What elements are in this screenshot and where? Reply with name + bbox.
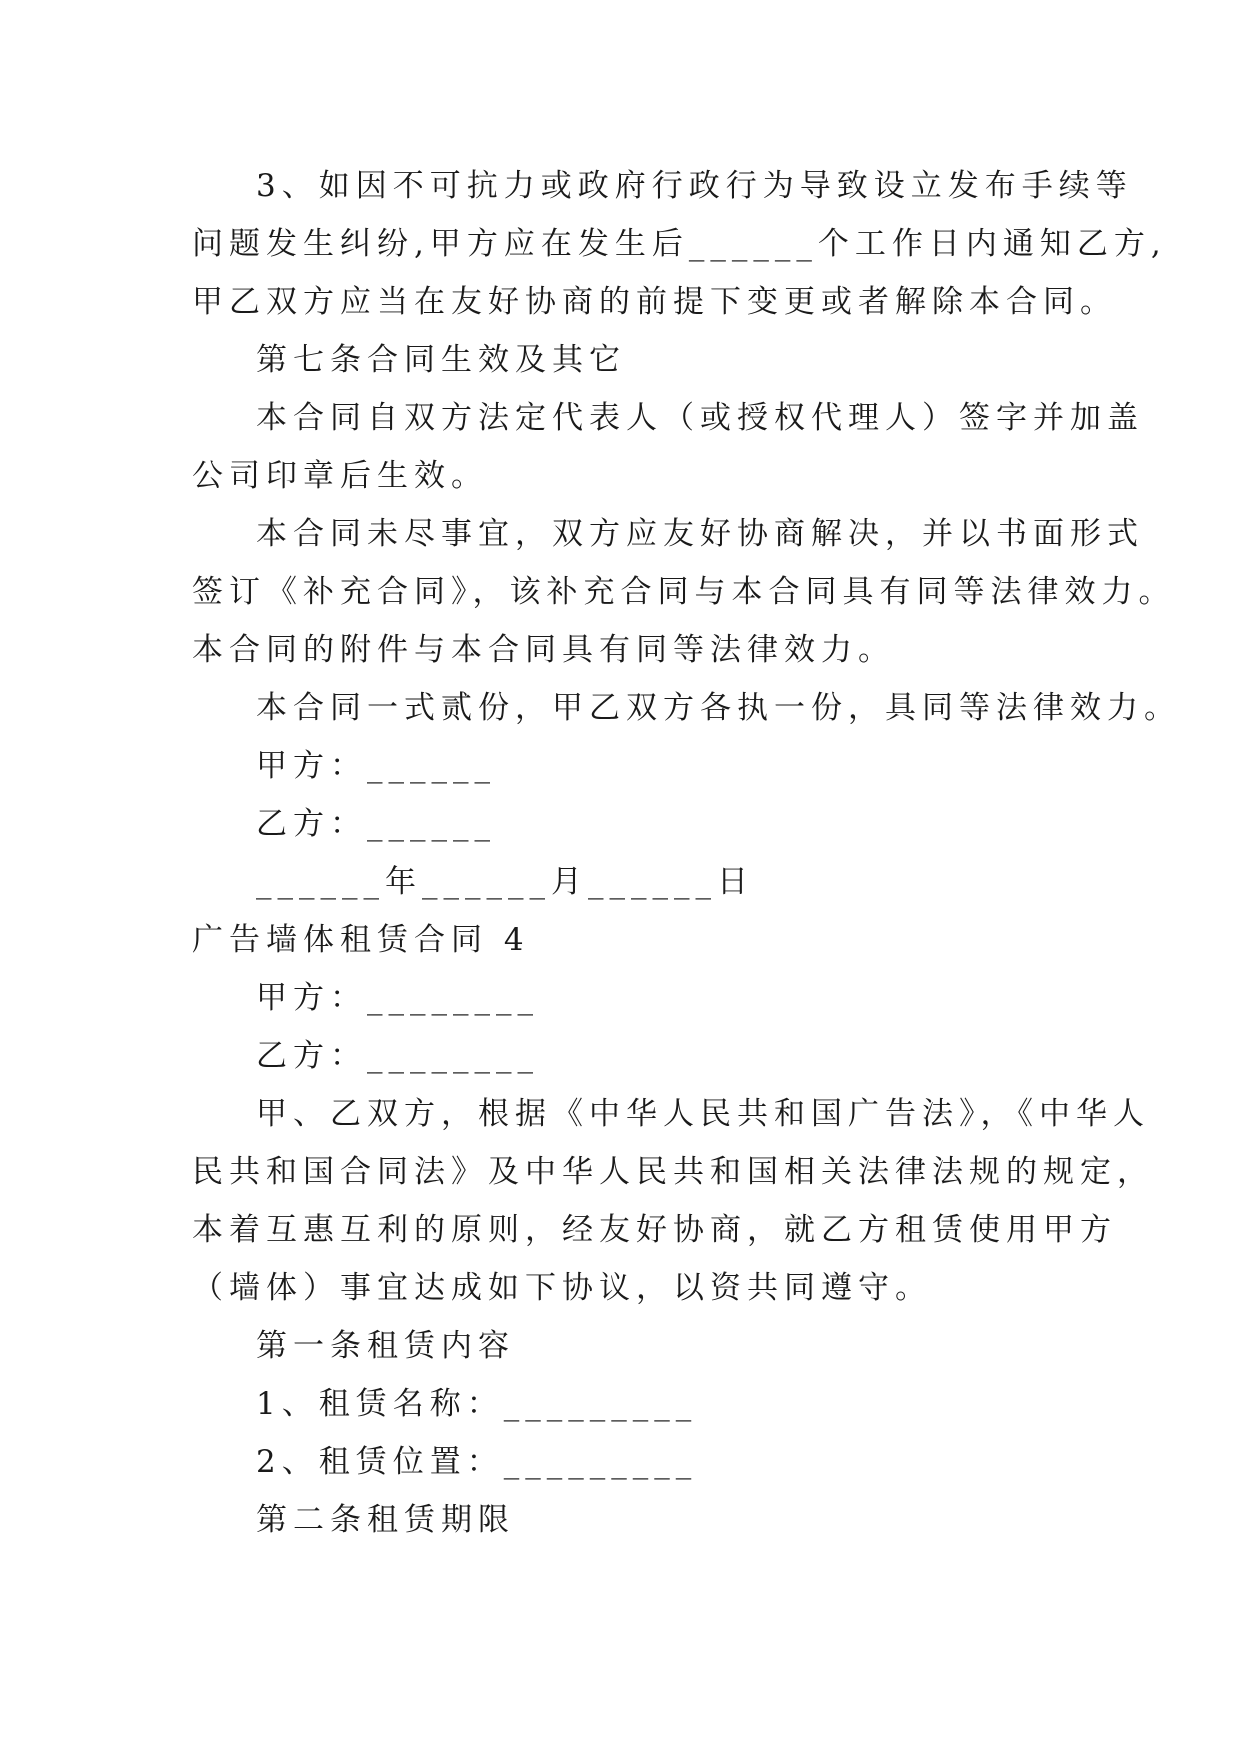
- text-line: （墙体）事宜达成如下协议，以资共同遵守。: [192, 1270, 932, 1306]
- section-heading-article-2: 第二条租赁期限: [256, 1502, 515, 1538]
- text-line: 甲、乙双方，根据《中华人民共和国广告法》，《中华人: [256, 1096, 1150, 1132]
- text-line: 本着互惠互利的原则，经友好协商，就乙方租赁使用甲方: [192, 1212, 1117, 1248]
- party-a-signature-line: 甲方：______: [256, 748, 496, 784]
- text-line: 本合同未尽事宜，双方应友好协商解决，并以书面形式: [256, 516, 1144, 552]
- section-heading-article-1: 第一条租赁内容: [256, 1328, 515, 1364]
- text-line: 签订《补充合同》，该补充合同与本合同具有同等法律效力。: [192, 574, 1176, 610]
- contract-title: 广告墙体租赁合同 4: [192, 922, 530, 958]
- text-line: 甲乙双方应当在友好协商的前提下变更或者解除本合同。: [192, 284, 1117, 320]
- text-line: 本合同自双方法定代表人（或授权代理人）签字并加盖: [256, 400, 1144, 436]
- lease-location-line: 2、租赁位置：_________: [256, 1444, 698, 1480]
- lease-name-line: 1、租赁名称：_________: [256, 1386, 698, 1422]
- text-line: 民共和国合同法》及中华人民共和国相关法律法规的规定，: [192, 1154, 1154, 1190]
- text-line: 问题发生纠纷,甲方应在发生后______个工作日内通知乙方,: [192, 226, 1167, 262]
- text-line-clause-3: 3、如因不可抗力或政府行政行为导致设立发布手续等: [256, 168, 1133, 204]
- text-line: 本合同一式贰份，甲乙双方各执一份，具同等法律效力。: [256, 690, 1181, 726]
- party-b-line: 乙方：________: [256, 1038, 539, 1074]
- section-heading-article-7: 第七条合同生效及其它: [256, 342, 626, 378]
- text-line: 公司印章后生效。: [192, 458, 488, 494]
- party-b-signature-line: 乙方：______: [256, 806, 496, 842]
- date-line: ______年______月______日: [256, 864, 754, 900]
- party-a-line: 甲方：________: [256, 980, 539, 1016]
- text-line: 本合同的附件与本合同具有同等法律效力。: [192, 632, 895, 668]
